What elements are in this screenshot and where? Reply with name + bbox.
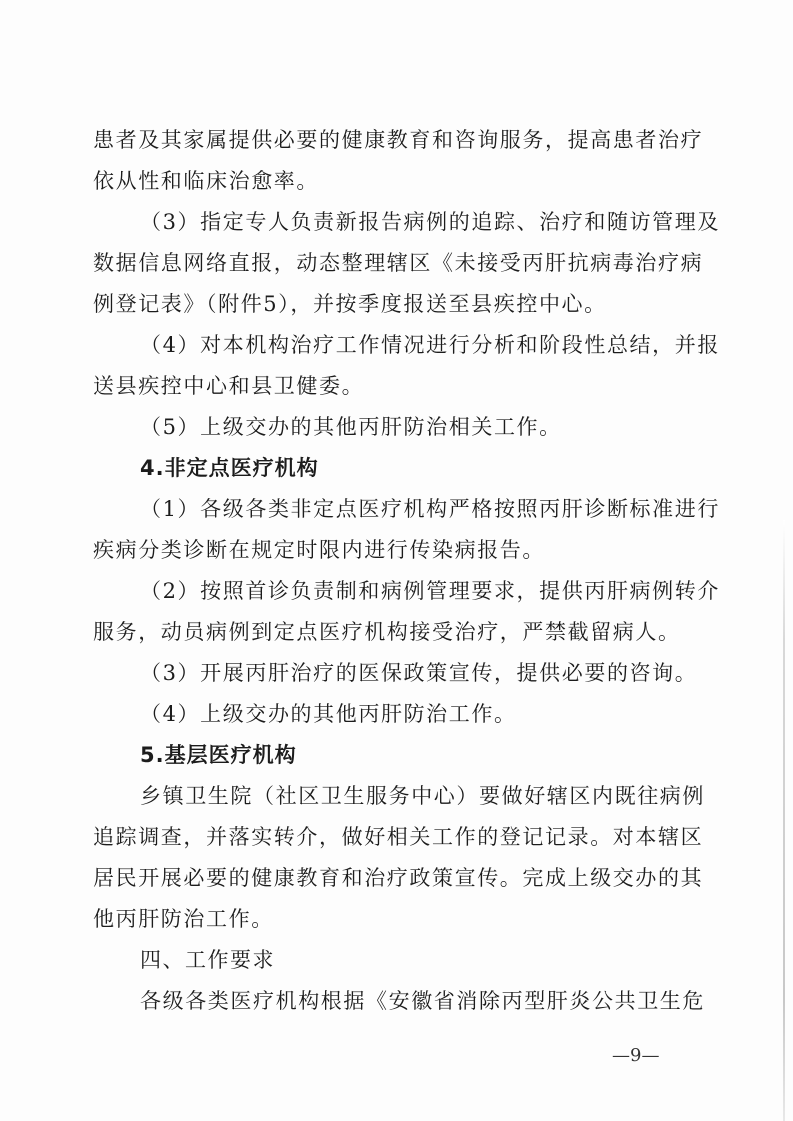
body-text-line: 服务，动员病例到定点医疗机构接受治疗，严禁截留病人。: [93, 620, 681, 644]
body-text-line: 追踪调查，并落实转介，做好相关工作的登记记录。对本辖区: [93, 825, 704, 849]
body-text-line: 例登记表》（附件5），并按季度报送至县疾控中心。: [93, 292, 607, 316]
body-text-line: （4）对本机构治疗工作情况进行分析和阶段性总结，并报: [140, 333, 720, 357]
section-heading: 5.基层医疗机构: [140, 743, 297, 767]
body-text-line: 患者及其家属提供必要的健康教育和咨询服务，提高患者治疗: [93, 128, 704, 152]
body-text-line: 居民开展必要的健康教育和治疗政策宣传。完成上级交办的其: [93, 866, 704, 890]
body-text-line: （1）各级各类非定点医疗机构严格按照丙肝诊断标准进行: [140, 497, 720, 521]
body-text-line: 疾病分类诊断在规定时限内进行传染病报告。: [93, 538, 545, 562]
body-text-line: （3）开展丙肝治疗的医保政策宣传，提供必要的咨询。: [140, 661, 698, 685]
page-number: —9—: [612, 1045, 660, 1066]
body-text-line: 乡镇卫生院（社区卫生服务中心）要做好辖区内既往病例: [140, 784, 705, 808]
body-text-line: （2）按照首诊负责制和病例管理要求，提供丙肝病例转介: [140, 579, 720, 603]
body-text-line: 数据信息网络直报，动态整理辖区《未接受丙肝抗病毒治疗病: [93, 251, 704, 275]
body-text-line: 送县疾控中心和县卫健委。: [93, 374, 365, 398]
chapter-heading: 四、工作要求: [140, 948, 275, 972]
body-text-line: （5）上级交办的其他丙肝防治相关工作。: [140, 415, 562, 439]
body-text-line: 各级各类医疗机构根据《安徽省消除丙型肝炎公共卫生危: [140, 989, 705, 1013]
body-text-line: 他丙肝防治工作。: [93, 907, 274, 931]
section-heading: 4.非定点医疗机构: [140, 456, 319, 480]
body-text-line: 依从性和临床治愈率。: [93, 169, 319, 193]
body-text-line: （3）指定专人负责新报告病例的追踪、治疗和随访管理及: [140, 210, 720, 234]
scan-edge-shadow: [783, 520, 785, 1121]
body-text-line: （4）上级交办的其他丙肝防治工作。: [140, 702, 517, 726]
